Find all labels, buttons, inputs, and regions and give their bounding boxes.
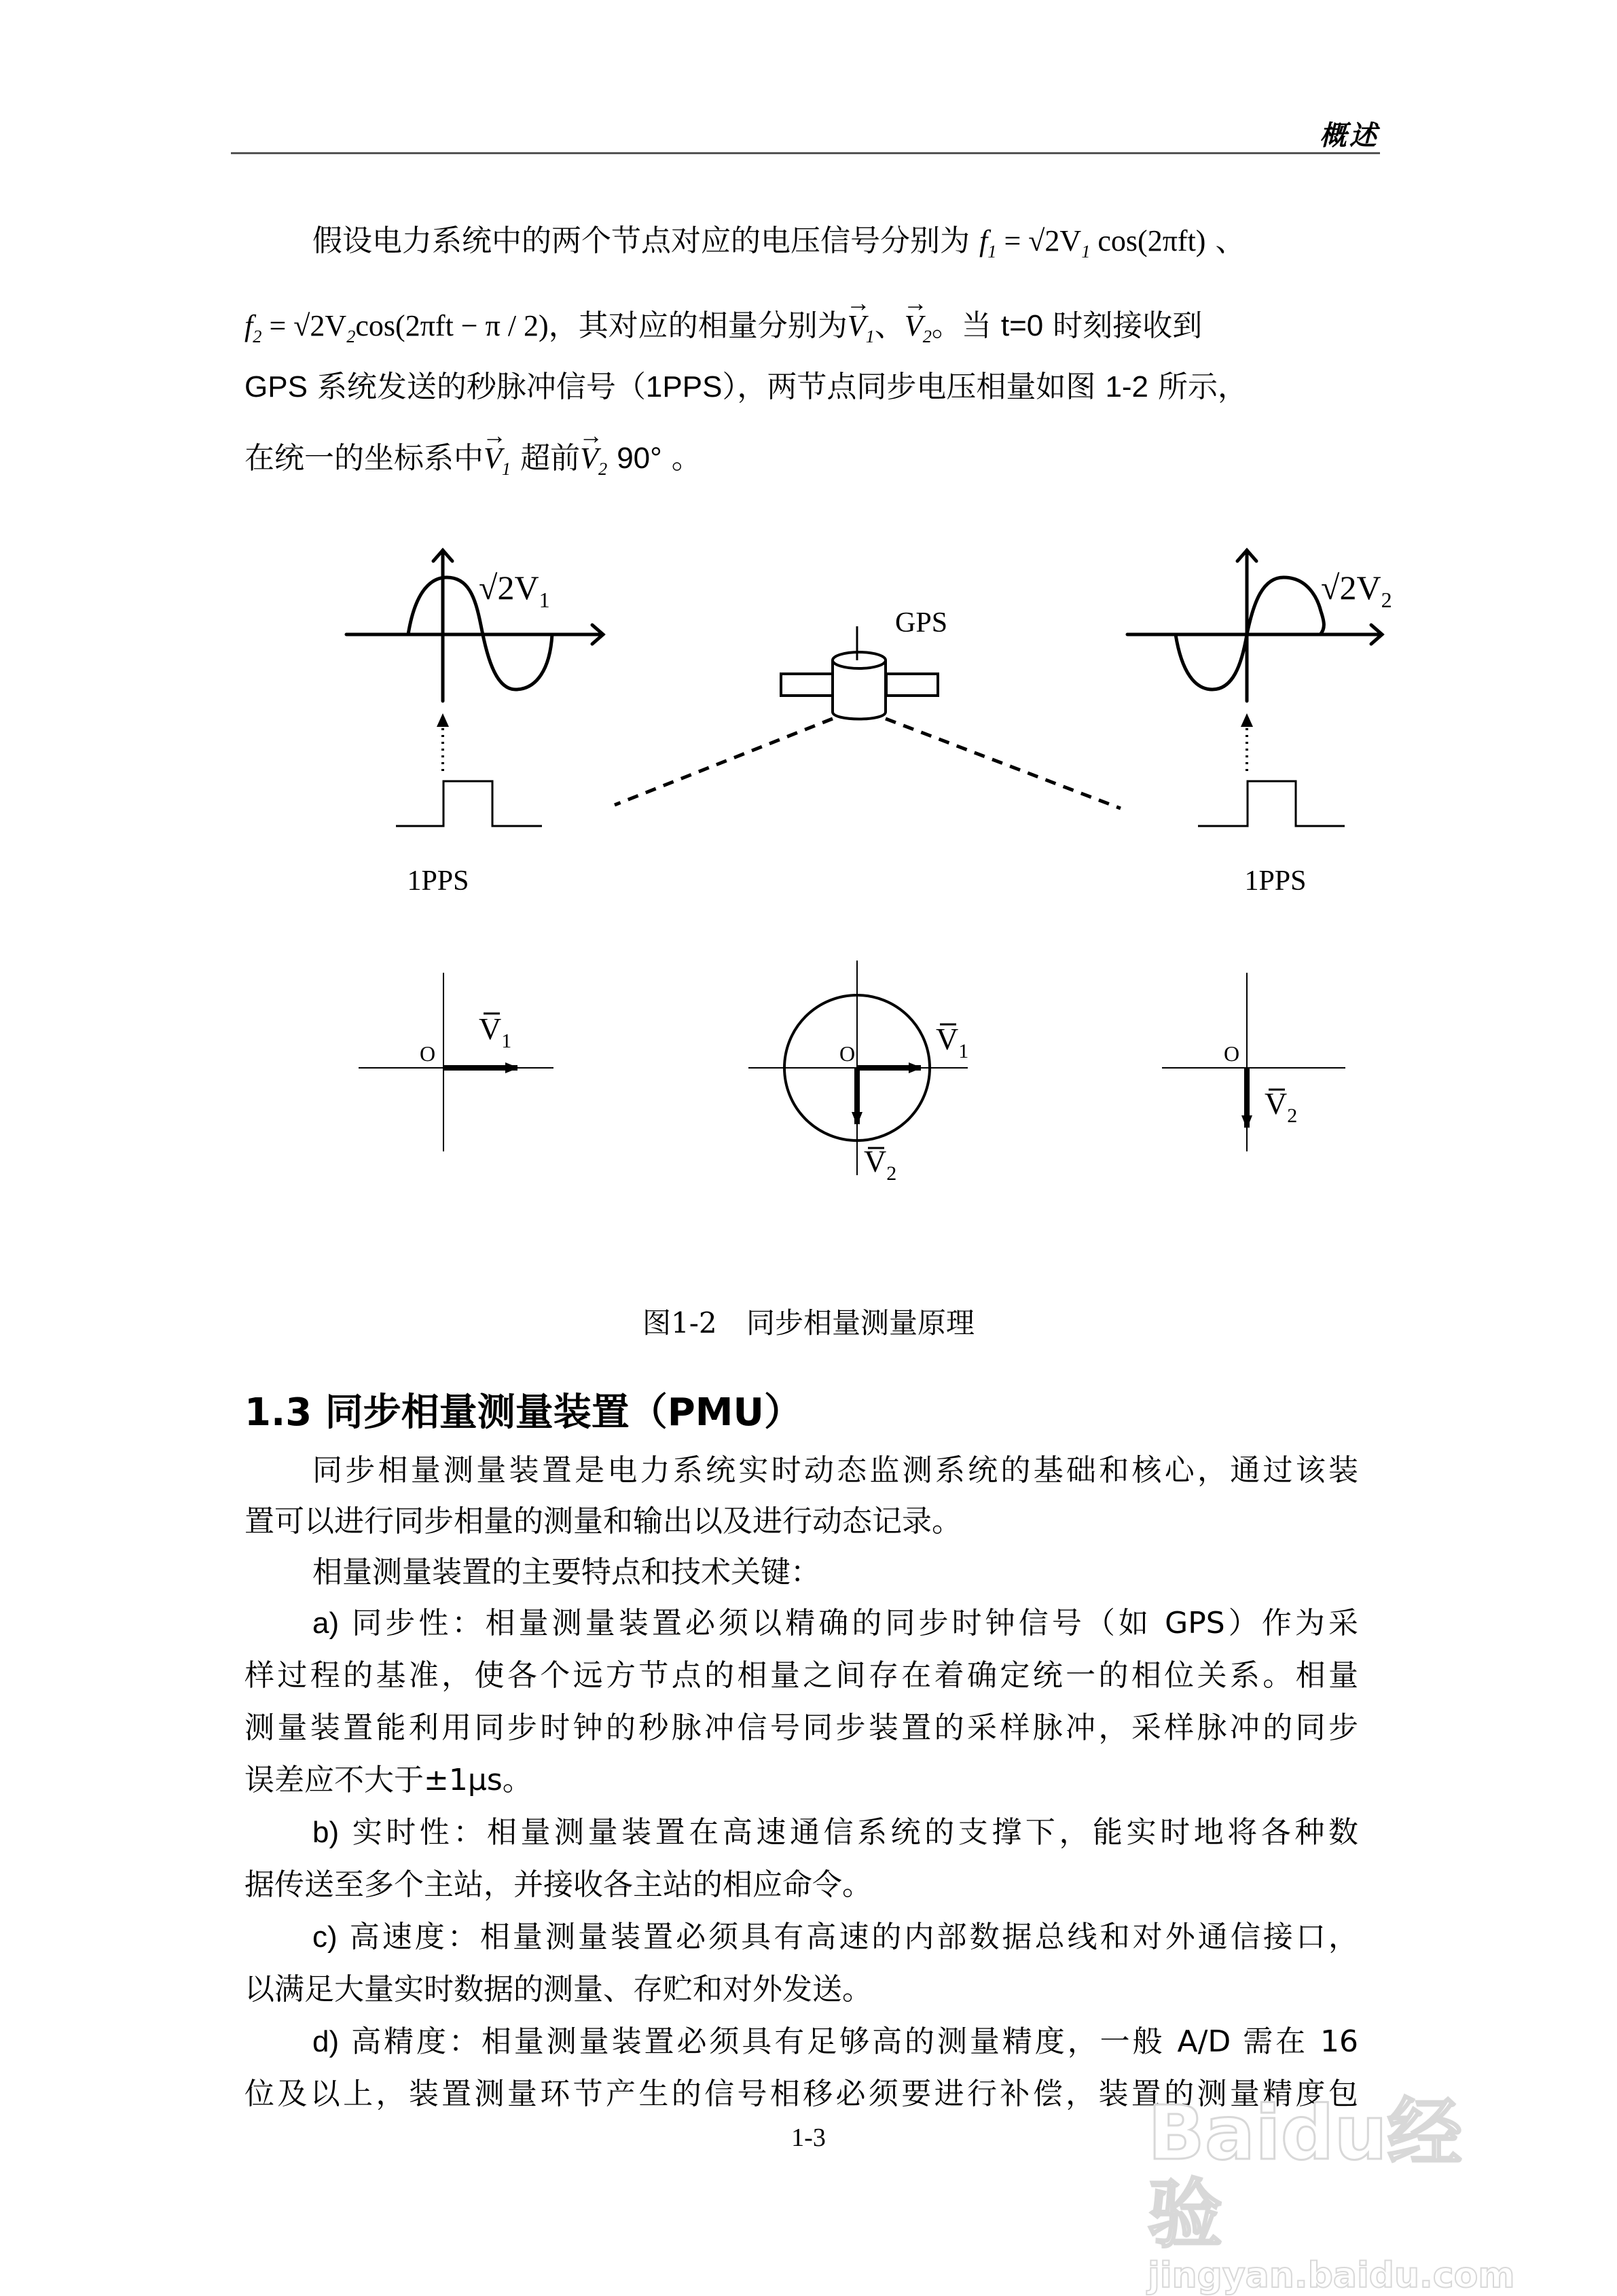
left-waveform-plot <box>346 550 603 897</box>
phasor-diagram-v2 <box>1162 973 1345 1151</box>
text-span: 假设电力系统中的两个节点对应的电压信号分别为 <box>312 223 970 258</box>
text-span: 高精度：相量测量装置必须具有足够高的测量精度，一般 A/D 需在 16 <box>351 2024 1358 2059</box>
list-item-a <box>312 1603 1358 1644</box>
paragraph-line: 样过程的基准，使各个远方节点的相量之间存在着确定统一的相位关系。相量 <box>244 1658 1358 1693</box>
list-marker: b) <box>312 1816 340 1849</box>
watermark-url: jingyan.baidu.com <box>1148 2255 1515 2296</box>
right-1pps-label: 1PPS <box>1244 865 1307 897</box>
text-span: ，其对应的相量分别为 <box>548 308 848 343</box>
text-span: GPS <box>244 370 308 403</box>
watermark-brand: Baidu经验 <box>1148 2089 1462 2258</box>
text-span: ），两节点同步电压相量如图 <box>722 370 1096 404</box>
list-marker: a) <box>312 1607 340 1640</box>
right-1pps-pulse <box>1198 781 1345 826</box>
paragraph-line <box>244 367 1358 408</box>
paragraph-line: 同步相量测量装置是电力系统实时动态监测系统的基础和核心，通过该装 <box>312 1453 1358 1488</box>
text-span: 。当 <box>931 308 992 343</box>
paragraph-line: 误差应不大于±1μs。 <box>244 1763 532 1797</box>
vector-v1: → $V_1$ <box>848 306 875 357</box>
paragraph-line: 位及以上，装置测量环节产生的信号相移必须要进行补偿，装置的测量精度包 <box>244 2077 1358 2111</box>
paragraph-line: 据传送至多个主站，并接收各主站的相应命令。 <box>244 1867 872 1902</box>
phasor-v1-label: $V_1$ <box>936 1022 969 1062</box>
list-marker: c) <box>312 1920 338 1954</box>
text-span: 所示， <box>1158 370 1248 404</box>
text-span: 在统一的坐标系中 <box>244 441 484 476</box>
gps-link-left <box>615 719 833 805</box>
text-span: 时刻接收到 <box>1053 308 1203 343</box>
text-span: 高速度：相量测量装置必须具有高速的内部数据总线和对外通信接口， <box>349 1920 1358 1954</box>
list-item-d <box>312 2022 1358 2062</box>
text-span: 。 <box>671 441 702 476</box>
paragraph-line: 相量测量装置的主要特点和技术关键： <box>312 1555 820 1590</box>
running-header-title: 概述 <box>1320 120 1379 151</box>
vector-v2: → $V_2$ <box>905 306 932 357</box>
right-waveform-plot <box>1127 550 1392 897</box>
page-number: 1-3 <box>791 2123 826 2152</box>
section-heading: 1.3 同步相量测量装置（PMU） <box>244 1391 802 1435</box>
paragraph-line: 测量装置能利用同步时钟的秒脉冲信号同步装置的采样脉冲，采样脉冲的同步 <box>244 1710 1358 1745</box>
gps-label: GPS <box>895 607 948 639</box>
figure-reference: 1-2 <box>1105 370 1149 403</box>
list-item-b <box>312 1812 1358 1853</box>
right-wave-amplitude-label: $√2V_2$ <box>1321 569 1392 612</box>
phasor-v2-label: $V_2$ <box>864 1144 897 1185</box>
origin-label: O <box>1224 1041 1240 1066</box>
vector-v2: → $V_2$ <box>580 438 607 489</box>
text-span: 1PPS <box>645 370 723 403</box>
left-wave-amplitude-label: $√2V_1$ <box>479 569 550 612</box>
list-marker: d) <box>312 2025 340 2058</box>
text-span: 、 <box>874 308 905 343</box>
formula-f1: $f_1 = √2V_1$ cos(2πft) <box>979 224 1206 262</box>
vector-v1: → $V_1$ <box>484 438 511 489</box>
paragraph-line <box>312 221 1358 272</box>
text-span: 系统发送的秒脉冲信号（ <box>316 370 646 404</box>
phasor-v2-label: $V_2$ <box>1265 1086 1298 1127</box>
paragraph-line: 置可以进行同步相量的测量和输出以及进行动态记录。 <box>244 1504 962 1539</box>
figure-sync-phasor-principle <box>0 516 1617 1277</box>
phasor-diagram-v1 <box>359 973 553 1151</box>
text-span: 、 <box>1215 223 1246 258</box>
left-1pps-label: 1PPS <box>407 865 469 897</box>
figure-caption: 图1-2 同步相量测量原理 <box>642 1306 975 1340</box>
formula-f2: $f_2 = √2V_2\cos(2\pi ft - \pi / 2)$ <box>244 309 549 346</box>
baidu-watermark <box>1148 2089 1528 2296</box>
origin-label: O <box>839 1041 856 1066</box>
left-1pps-pulse <box>396 781 542 826</box>
text-span: t=0 <box>1000 309 1044 342</box>
gps-link-right <box>886 719 1121 808</box>
text-span: 90° <box>617 442 662 475</box>
text-span: 超前 <box>520 441 581 476</box>
gps-satellite-icon <box>781 607 947 719</box>
phasor-diagram-combined <box>748 961 968 1185</box>
paragraph-line: 以满足大量实时数据的测量、存贮和对外发送。 <box>244 1972 872 2007</box>
text-span: 同步性：相量测量装置必须以精确的同步时钟信号（如 GPS）作为采 <box>352 1606 1358 1640</box>
text-span: 实时性：相量测量装置在高速通信系统的支撑下，能实时地将各种数 <box>352 1815 1358 1850</box>
origin-label: O <box>420 1041 436 1066</box>
phasor-v1-label: $V_1$ <box>479 1011 512 1052</box>
list-item-c <box>312 1917 1358 1958</box>
paragraph-line <box>244 306 1358 357</box>
header-divider <box>231 152 1380 154</box>
paragraph-line <box>244 438 1358 489</box>
